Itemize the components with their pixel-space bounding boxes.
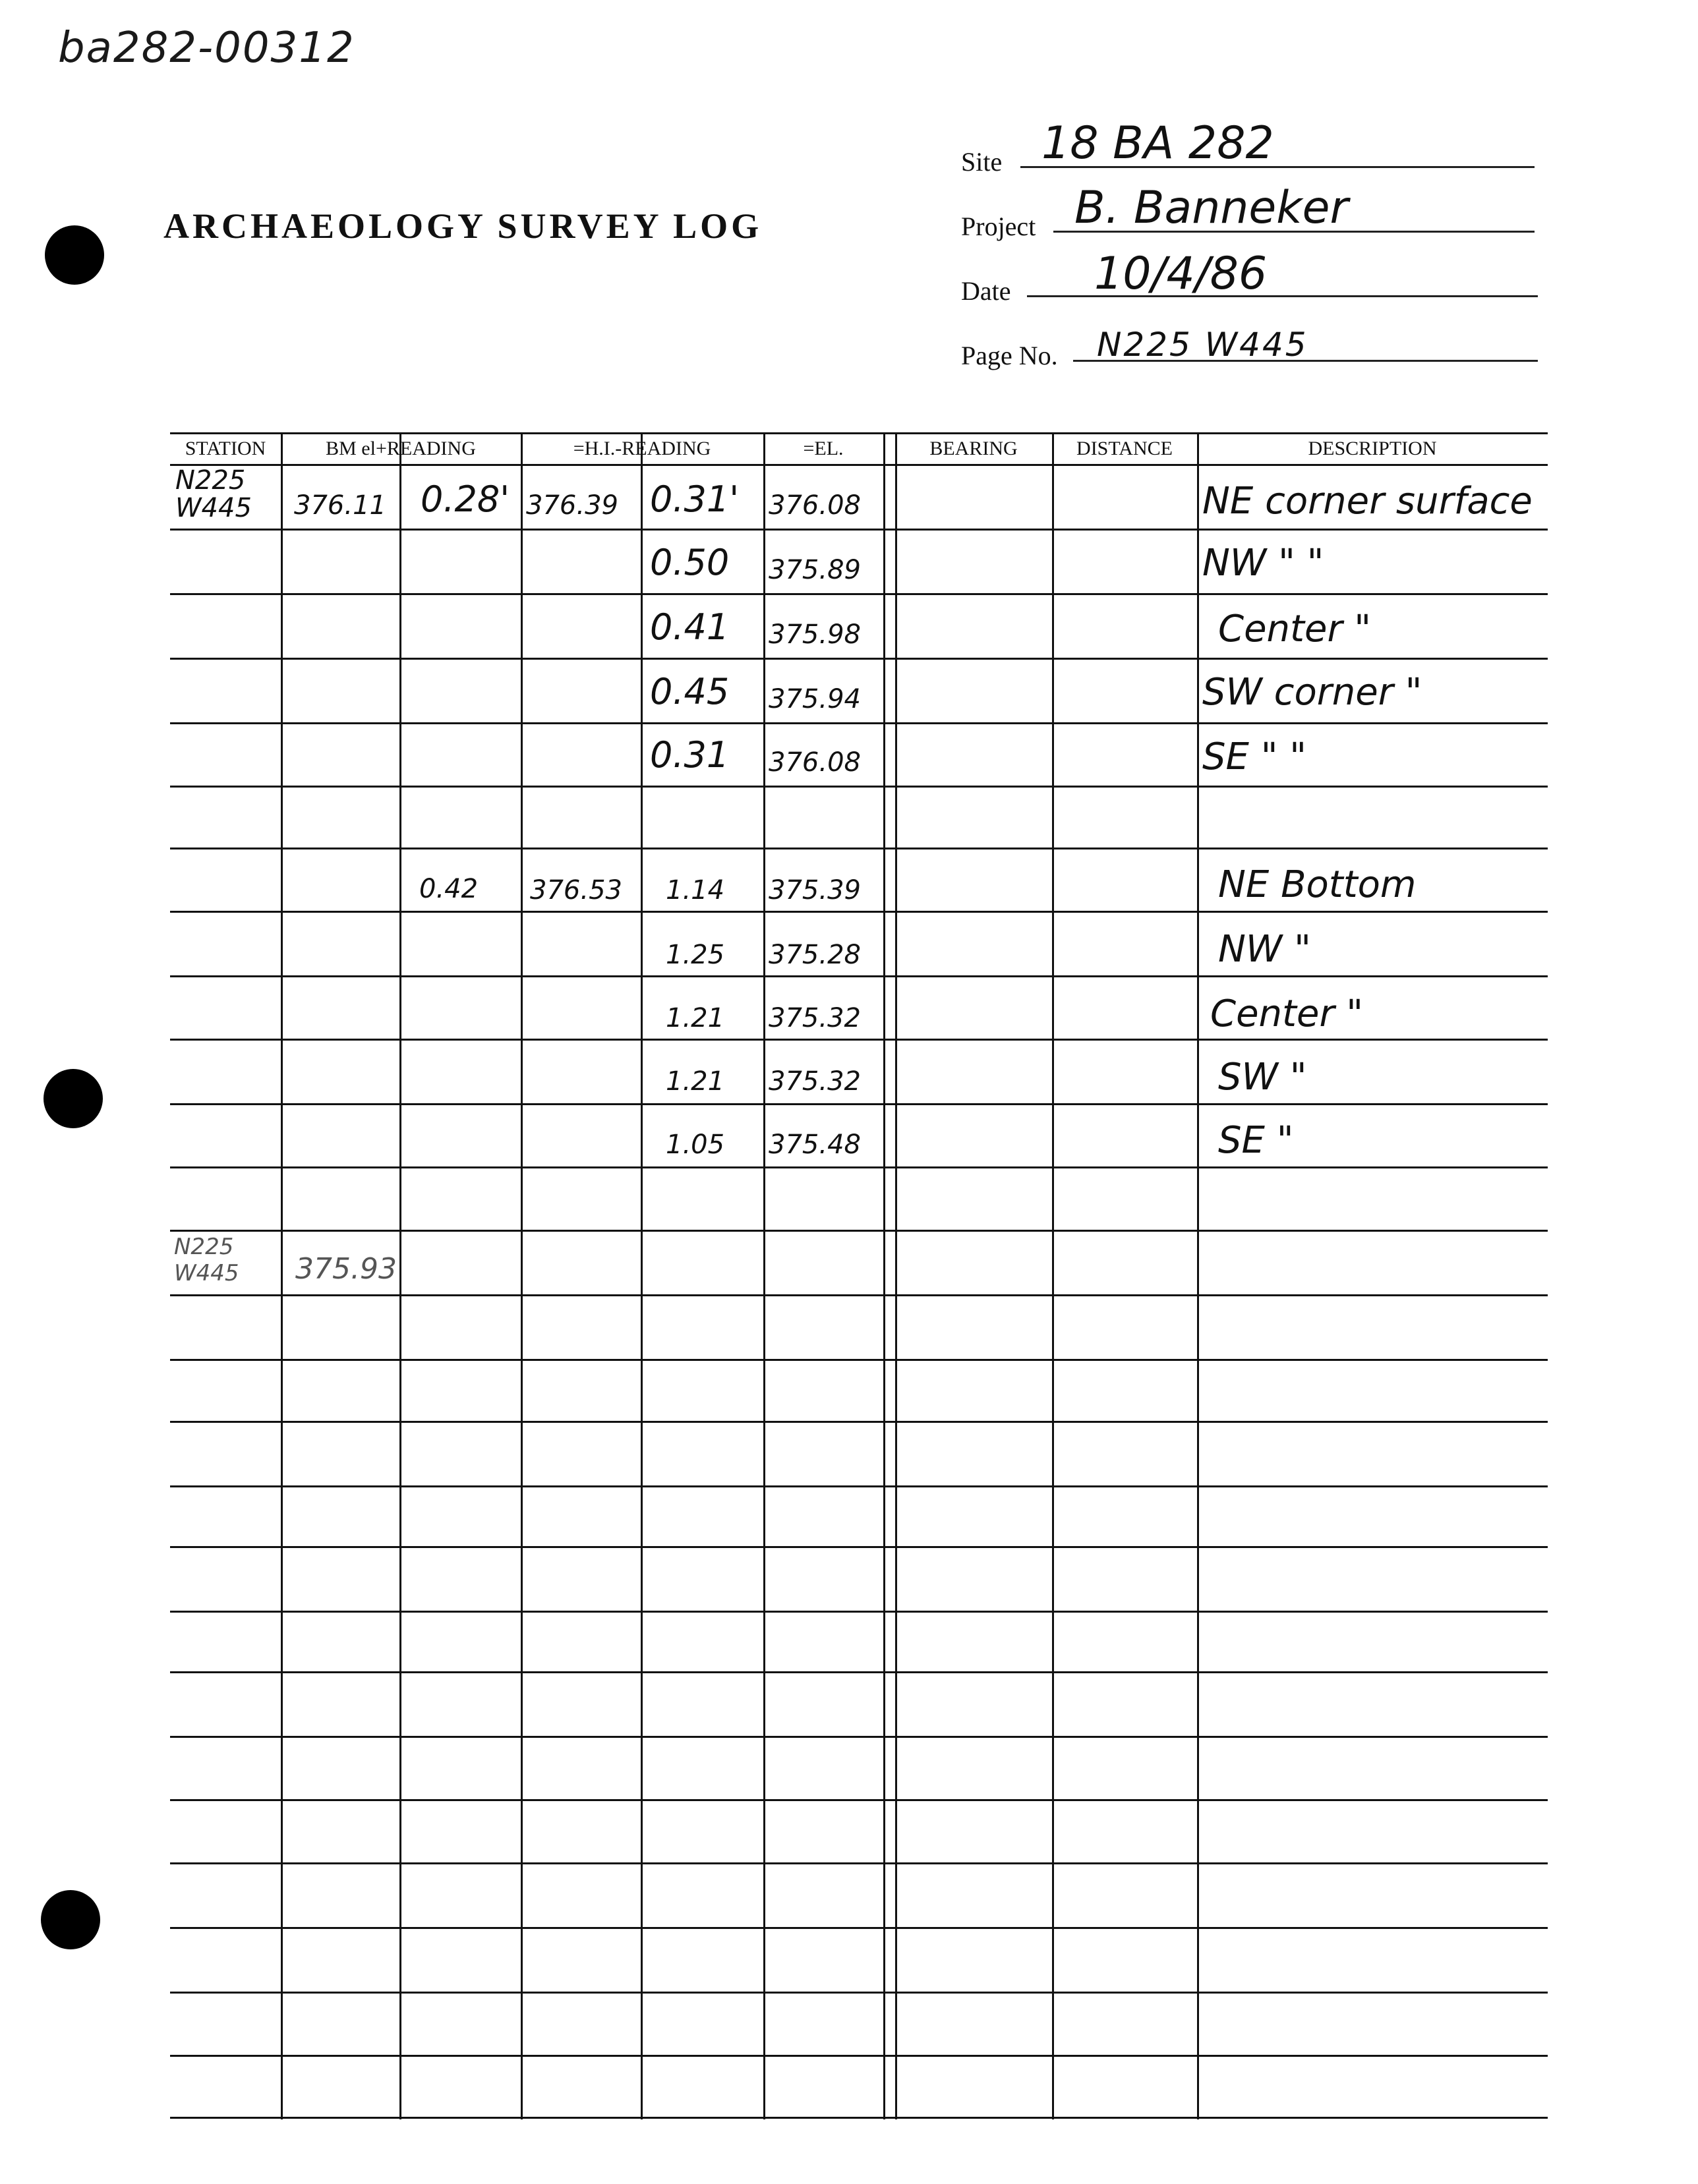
- date-value: 10/4/86: [1094, 248, 1268, 300]
- description-cell: SW corner ": [1202, 671, 1422, 714]
- description-cell: NW " ": [1202, 542, 1324, 585]
- hi-cell: 376.53: [530, 875, 622, 905]
- page-number-label: Page No.: [961, 341, 1058, 370]
- binder-hole-bottom: [41, 1890, 100, 1949]
- table-rule: [170, 658, 1548, 660]
- elevation-cell: 375.98: [769, 619, 861, 650]
- column-header-bearing: BEARING: [929, 438, 1018, 459]
- hi-reading-cell: 1.25: [666, 940, 725, 970]
- hi-reading-cell: 0.50: [650, 542, 730, 583]
- document-id: ba282-00312: [58, 24, 355, 72]
- bm-reading-cell: 0.42: [419, 874, 479, 904]
- description-cell: Center ": [1218, 608, 1372, 650]
- elevation-cell: 375.89: [769, 555, 861, 585]
- table-column-rule: [1052, 432, 1054, 2119]
- table-column-rule: [1197, 432, 1199, 2119]
- table-column-rule: [641, 432, 643, 2119]
- survey-log-table: [170, 432, 1548, 2119]
- table-column-rule: [281, 432, 283, 2119]
- table-rule: [170, 1039, 1548, 1041]
- table-rule: [170, 1294, 1548, 1296]
- column-header-distance: DISTANCE: [1076, 438, 1173, 459]
- station-cell: N225: [175, 465, 246, 496]
- description-cell: Center ": [1210, 992, 1364, 1035]
- table-rule: [170, 529, 1548, 531]
- column-header-hi-reading: =H.I.-READING: [573, 438, 711, 459]
- bm-elevation-cell: 376.11: [294, 490, 386, 521]
- elevation-cell: 375.48: [769, 1130, 861, 1160]
- description-cell: NE Bottom: [1218, 863, 1417, 906]
- elevation-cell: 375.39: [769, 875, 861, 905]
- table-rule: [170, 848, 1548, 849]
- description-cell: SE " ": [1202, 735, 1307, 778]
- table-rule: [170, 1927, 1548, 1929]
- table-column-rule: [399, 432, 401, 2119]
- page-number-value: N225 W445: [1097, 326, 1308, 364]
- table-rule: [170, 1103, 1548, 1105]
- hi-cell: 376.39: [526, 490, 618, 521]
- table-rule: [170, 975, 1548, 977]
- bm-reading-cell: 0.28': [421, 478, 510, 520]
- description-cell: NE corner surface: [1202, 480, 1533, 523]
- binder-hole-middle: [44, 1069, 103, 1128]
- bm-elevation-cell: 375.93: [295, 1252, 397, 1286]
- table-rule: [170, 722, 1548, 724]
- form-title: ARCHAEOLOGY SURVEY LOG: [163, 206, 763, 246]
- elevation-cell: 376.08: [769, 747, 861, 778]
- station-cell: W445: [175, 493, 252, 523]
- column-header-el: =EL.: [803, 438, 844, 459]
- table-column-rule: [895, 432, 897, 2119]
- table-column-rule: [883, 432, 885, 2119]
- hi-reading-cell: 1.14: [666, 875, 725, 905]
- table-rule: [170, 1992, 1548, 1994]
- table-rule: [170, 1166, 1548, 1168]
- table-rule: [170, 464, 1548, 466]
- hi-reading-cell: 0.31: [650, 734, 730, 776]
- hi-reading-cell: 1.05: [666, 1130, 725, 1160]
- table-rule: [170, 432, 1548, 434]
- site-value: 18 BA 282: [1041, 117, 1274, 169]
- table-rule: [170, 1230, 1548, 1232]
- hi-reading-cell: 0.45: [650, 671, 730, 712]
- description-cell: SE ": [1218, 1119, 1294, 1162]
- table-rule: [170, 1546, 1548, 1548]
- table-rule: [170, 1671, 1548, 1673]
- column-header-station: STATION: [185, 438, 266, 459]
- elevation-cell: 375.94: [769, 684, 861, 714]
- table-rule: [170, 593, 1548, 595]
- date-label: Date: [961, 276, 1011, 306]
- table-rule: [170, 911, 1548, 913]
- project-label: Project: [961, 212, 1036, 241]
- table-rule: [170, 2055, 1548, 2057]
- elevation-cell: 375.32: [769, 1066, 861, 1097]
- elevation-cell: 375.28: [769, 940, 861, 970]
- table-rule: [170, 1485, 1548, 1487]
- table-rule: [170, 1359, 1548, 1361]
- site-label: Site: [961, 147, 1003, 177]
- column-header-bm-reading: BM el+READING: [326, 438, 476, 459]
- station-cell: W445: [174, 1260, 239, 1286]
- table-rule: [170, 1421, 1548, 1423]
- table-rule: [170, 2117, 1548, 2119]
- hi-reading-cell: 0.31': [650, 478, 740, 520]
- hi-reading-cell: 1.21: [666, 1003, 725, 1033]
- station-cell: N225: [174, 1234, 234, 1260]
- description-cell: SW ": [1218, 1056, 1307, 1099]
- table-rule: [170, 1799, 1548, 1801]
- project-value: B. Banneker: [1074, 182, 1349, 234]
- elevation-cell: 376.08: [769, 490, 861, 521]
- column-header-description: DESCRIPTION: [1308, 438, 1437, 459]
- description-cell: NW ": [1218, 928, 1311, 971]
- table-column-rule: [521, 432, 523, 2119]
- table-rule: [170, 1736, 1548, 1738]
- hi-reading-cell: 0.41: [650, 606, 730, 648]
- table-rule: [170, 1862, 1548, 1864]
- table-rule: [170, 1611, 1548, 1613]
- table-column-rule: [763, 432, 765, 2119]
- hi-reading-cell: 1.21: [666, 1066, 725, 1097]
- table-rule: [170, 786, 1548, 788]
- binder-hole-top: [45, 225, 104, 285]
- elevation-cell: 375.32: [769, 1003, 861, 1033]
